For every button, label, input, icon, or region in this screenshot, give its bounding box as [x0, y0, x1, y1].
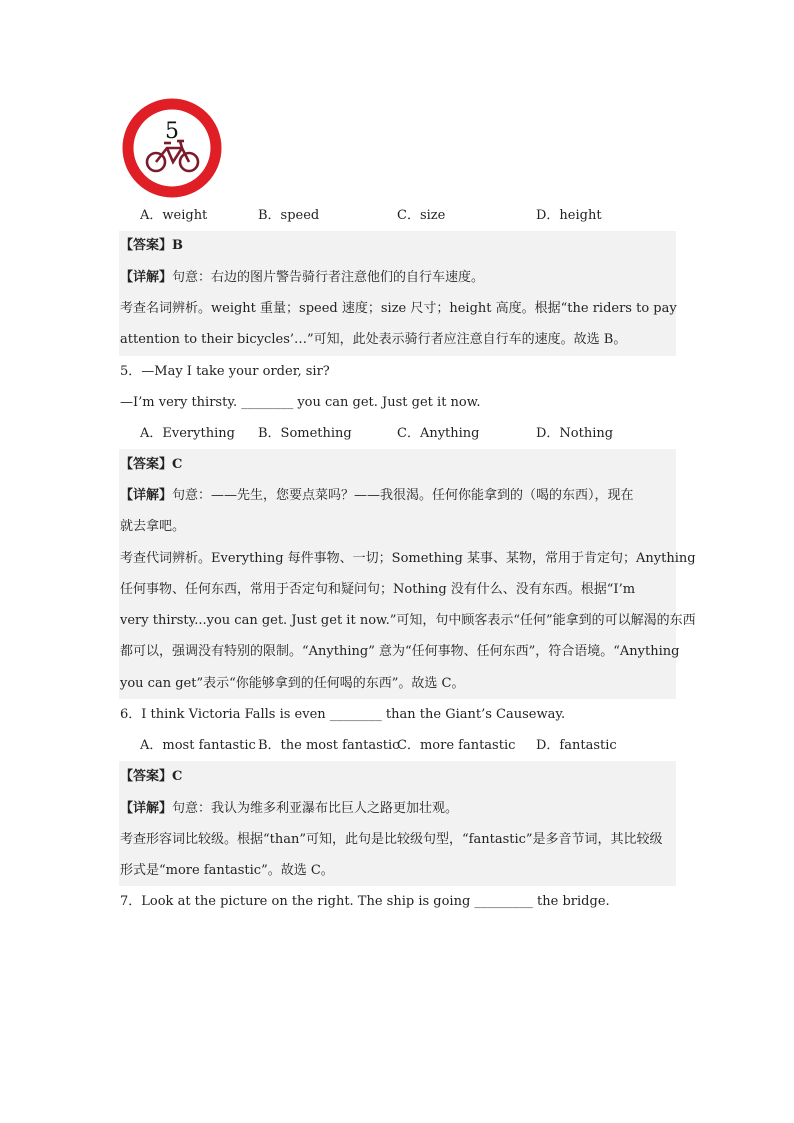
q6-option-b: B．the most fantastic — [258, 738, 400, 753]
q6-stem: 6．I think Victoria Falls is even ________ than the Giant’s Causeway. — [120, 707, 566, 722]
q6-detail-line-3: 形式是“more fantastic”。故选 C。 — [120, 863, 334, 878]
q5-detail-line-5: very thirsty...you can get. Just get it now.”可知，句中顾客表示“任何”能拿到的可以解渴的东西 — [120, 613, 696, 628]
q5-option-c: C．Anything — [397, 426, 480, 441]
q7-stem: 7．Look at the picture on the right. The ship is going _________ the bridge. — [120, 894, 610, 909]
q5-detail-line-3: 考查代词辨析。Everything 每件事物、一切；Something 某事、某物，常用于肯定句；Anything — [120, 551, 696, 566]
q6-option-c: C．more fantastic — [397, 738, 516, 753]
q4-option-b: B．speed — [258, 208, 320, 223]
q5-detail-line-7: you can get”表示“你能够拿到的任何喝的东西”。故选 C。 — [120, 676, 465, 691]
q5-stem-line-2: —I’m very thirsty. ________ you can get. Just get it now. — [120, 395, 481, 410]
q4-option-c: C．size — [397, 208, 446, 223]
q4-answer: 【答案】B — [120, 238, 183, 253]
speed-limit-sign — [122, 98, 222, 198]
q6-answer: 【答案】C — [120, 769, 183, 784]
q5-option-a: A．Everything — [140, 426, 235, 441]
q5-option-d: D．Nothing — [536, 426, 614, 441]
q4-detail-line-3: attention to their bicycles’…”可知，此处表示骑行者应注意自行车的速度。故选 B。 — [120, 332, 627, 347]
q6-detail-line-1: 【详解】句意：我认为维多利亚瀑布比巨人之路更加壮观。 — [120, 801, 459, 816]
q5-option-b: B．Something — [258, 426, 352, 441]
q5-answer: 【答案】C — [120, 457, 183, 472]
q4-detail-line-2: 考查名词辨析。weight 重量；speed 速度；size 尺寸；height 高度。根据“the riders to pay — [120, 301, 677, 316]
q4-detail-line-1: 【详解】句意：右边的图片警告骑行者注意他们的自行车速度。 — [120, 270, 485, 285]
q6-option-a: A．most fantastic — [140, 738, 256, 753]
sign-number: 5 — [165, 119, 179, 144]
q5-detail-line-1: 【详解】句意：——先生，您要点菜吗？——我很渴。任何你能拿到的（喝的东西），现在 — [120, 488, 634, 503]
q4-option-d: D．height — [536, 208, 602, 223]
q5-detail-line-6: 都可以，强调没有特别的限制。“Anything” 意为“任何事物、任何东西”，符合语境。“Anything — [120, 644, 680, 659]
q5-stem-line-1: 5．—May I take your order, sir? — [120, 364, 330, 379]
q5-detail-line-4: 任何事物、任何东西，常用于否定句和疑问句；Nothing 没有什么、没有东西。根据“I’m — [120, 582, 636, 597]
q5-detail-line-2: 就去拿吧。 — [120, 519, 186, 534]
q6-option-d: D．fantastic — [536, 738, 617, 753]
q4-option-a: A．weight — [140, 208, 208, 223]
q6-detail-line-2: 考查形容词比较级。根据“than”可知，此句是比较级句型，“fantastic”是多音节词，其比较级 — [120, 832, 663, 847]
